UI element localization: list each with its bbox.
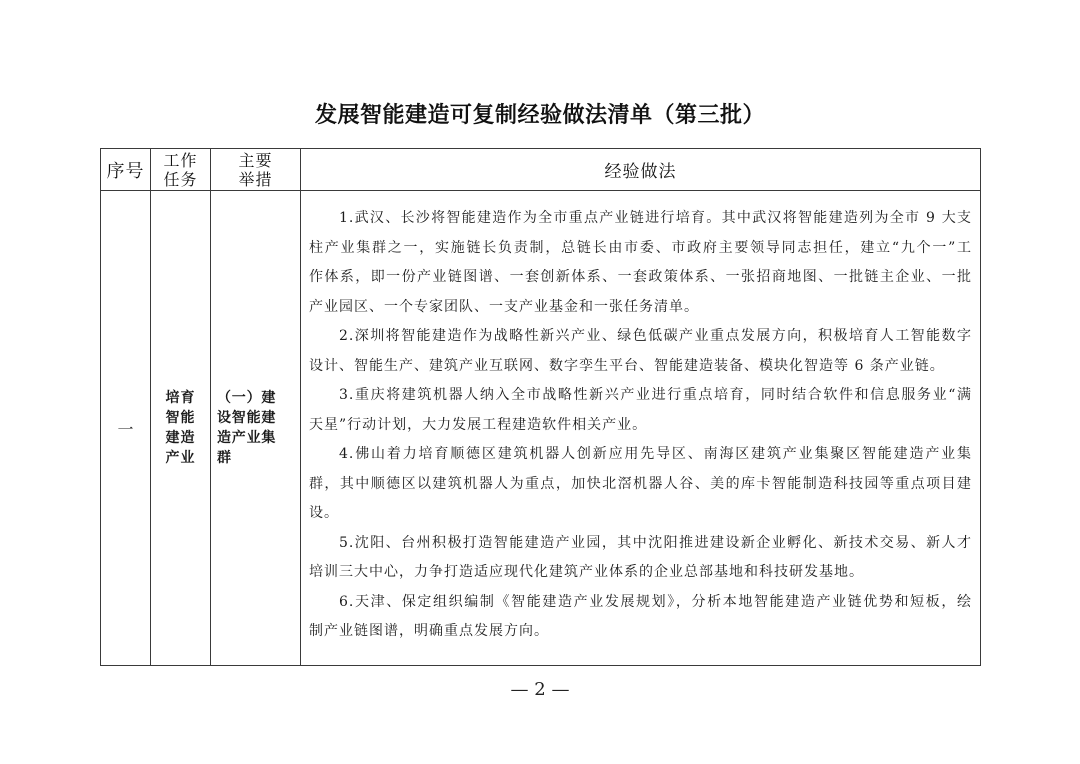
measure-line: 设智能建 [217,410,277,426]
table-row [101,191,981,666]
row-experience-cell [301,191,981,666]
header-measure [211,149,301,191]
header-experience: 经验做法 [301,149,981,191]
task-line: 培育 [165,390,196,406]
measure-line: 群 [217,450,232,466]
experience-line: 柱产业集群之一，实施链长负责制，总链长由市委、市政府主要领导同志担任，建立“九个一”工 [309,239,972,256]
measure-line: （一）建 [217,390,277,406]
experience-line: 6.天津、保定组织编制《智能建造产业发展规划》，分析本地智能建造产业链优势和短板，绘 [339,593,972,610]
experience-paragraph-3 [309,381,972,440]
document-title: 发展智能建造可复制经验做法清单（第三批） [314,102,765,128]
task-line: 建造 [165,430,196,446]
experience-paragraph-1 [309,204,972,322]
experience-paragraph-2 [309,322,972,381]
experience-line: 设。 [309,505,339,521]
row-measure-cell [211,191,301,666]
experience-line: 天星”行动计划，大力发展工程建造软件相关产业。 [309,416,648,433]
row-seq-cell: 一 [101,191,151,666]
header-measure-line: 举措 [238,169,273,189]
experience-line: 培训三大中心，力争打造适应现代化建筑产业体系的企业总部基地和科技研发基地。 [309,564,864,580]
task-line: 产业 [165,450,196,466]
experience-paragraph-4 [309,440,972,529]
header-task [151,149,211,191]
experience-line: 作体系，即一份产业链图谱、一套创新体系、一套政策体系、一张招商地图、一批链主企业、一批 [309,269,972,285]
experience-line: 制产业链图谱，明确重点发展方向。 [309,623,549,639]
table-header-row [101,149,981,191]
header-seq: 序号 [101,149,151,191]
experience-line: 4.佛山着力培育顺德区建筑机器人创新应用先导区、南海区建筑产业集聚区智能建造产业集 [339,446,972,462]
experience-list-table [100,148,981,666]
header-task-line: 工作 [163,150,198,170]
experience-line: 设计、智能生产、建筑产业互联网、数字孪生平台、智能建造装备、模块化智造等 6 条产业链。 [309,357,945,374]
header-measure-line: 主要 [238,150,273,170]
experience-line: 2.深圳将智能建造作为战略性新兴产业、绿色低碳产业重点发展方向，积极培育人工智能数字 [339,328,972,344]
experience-paragraph-5 [309,529,972,588]
measure-line: 造产业集 [217,430,277,446]
page-number: — 2 — [510,679,570,700]
experience-line: 3.重庆将建筑机器人纳入全市战略性新兴产业进行重点培育，同时结合软件和信息服务业“满 [339,387,972,403]
experience-line: 群，其中顺德区以建筑机器人为重点，加快北滘机器人谷、美的库卡智能制造科技园等重点项目建 [309,475,972,492]
task-line: 智能 [165,410,196,426]
experience-line: 5.沈阳、台州积极打造智能建造产业园，其中沈阳推进建设新企业孵化、新技术交易、新人才 [339,534,972,551]
header-task-line: 任务 [163,169,198,189]
experience-line: 1.武汉、长沙将智能建造作为全市重点产业链进行培育。其中武汉将智能建造列为全市 9 大支 [339,210,972,226]
experience-line: 产业园区、一个专家团队、一支产业基金和一张任务清单。 [309,298,699,315]
experience-paragraph-6 [309,588,972,647]
row-task-cell [151,191,211,666]
